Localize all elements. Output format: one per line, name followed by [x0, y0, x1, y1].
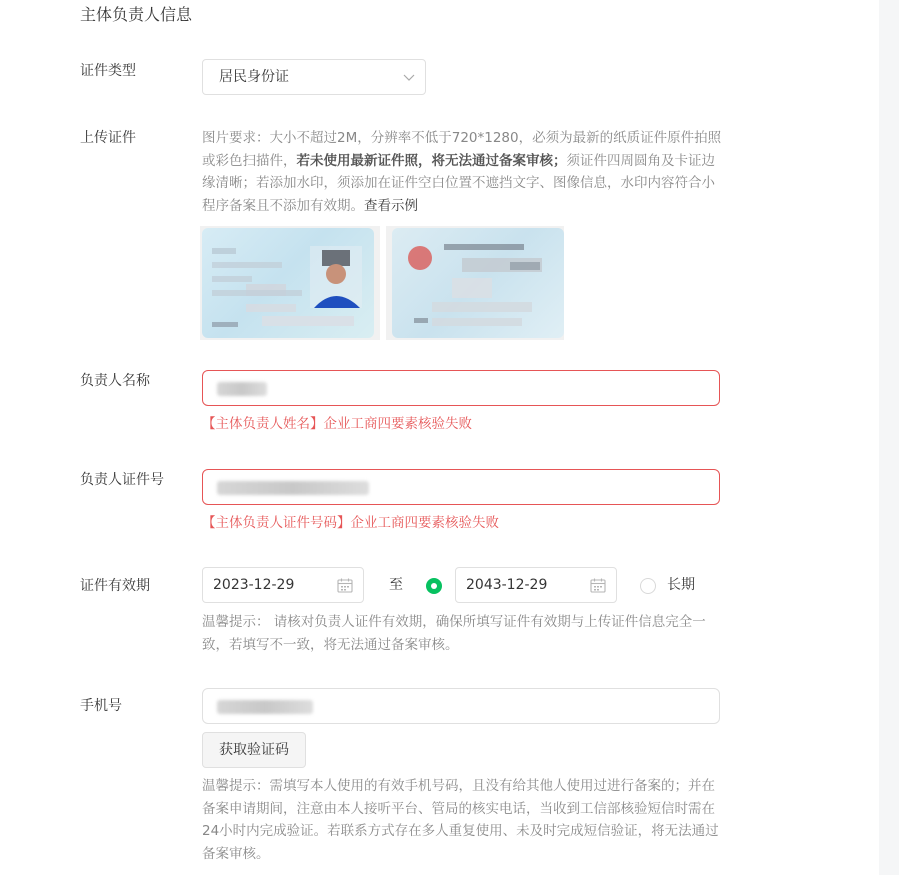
validity-hint: 温馨提示： 请核对负责人证件有效期，确保所填写证件有效期与上传证件信息完全一致，若填写不一致，将无法通过备案审核。	[202, 614, 706, 653]
upload-requirements	[202, 127, 722, 217]
end-date-value: 2043-12-29	[466, 577, 548, 593]
responsible-name-error: 【主体负责人姓名】企业工商四要素核验失败	[202, 416, 472, 432]
redacted-value	[217, 481, 369, 495]
responsible-name-input[interactable]	[202, 370, 720, 406]
start-date-picker[interactable]	[202, 567, 364, 603]
end-date-radio[interactable]	[426, 578, 442, 594]
id-card-back-image[interactable]	[392, 228, 564, 338]
upload-desc-part1: 图片要求：大小不超过2M，分辨率不低于720*1280，必须为最新的纸质证件原件拍照或彩色扫描件，	[202, 130, 722, 169]
upload-label: 上传证件	[80, 130, 136, 146]
date-range-separator: 至	[389, 577, 403, 593]
phone-hint: 温馨提示：需填写本人使用的有效手机号码，且没有给其他人使用过进行备案的；并在备案申请期间，注意由本人接听平台、管局的核实电话，当收到工信部核验短信时需在24小时内完成验证。若联系方式存在多人重复使用、未及时完成短信验证，将无法通过备案审核。	[202, 778, 719, 862]
redacted-value	[217, 700, 313, 714]
redacted-value	[217, 382, 267, 396]
id-type-label: 证件类型	[80, 63, 136, 79]
get-verification-code-button[interactable]: 获取验证码	[202, 732, 306, 768]
start-date-value: 2023-12-29	[213, 577, 295, 593]
id-type-select[interactable]	[202, 59, 426, 95]
section-title: 主体负责人信息	[80, 5, 193, 24]
view-example-link[interactable]: 查看示例	[364, 197, 418, 214]
id-card-front-image[interactable]	[202, 228, 374, 338]
responsible-id-label: 负责人证件号	[80, 472, 164, 488]
long-term-label: 长期	[667, 577, 695, 593]
upload-desc-warning: 若未使用最新证件照，将无法通过备案审核；	[296, 152, 567, 169]
upload-desc-part2: 须证件四周圆角及卡证边缘清晰；若添加水印，须添加在证件空白位置不遮挡文字、图像信息，水印内容符合小程序备案且不添加有效期。	[202, 152, 715, 214]
phone-input[interactable]	[202, 688, 720, 724]
responsible-id-input[interactable]	[202, 469, 720, 505]
id-card-front-art	[202, 228, 374, 338]
calendar-icon	[337, 578, 353, 593]
id-type-value: 居民身份证	[219, 69, 289, 85]
responsible-id-error: 【主体负责人证件号码】企业工商四要素核验失败	[202, 515, 499, 531]
long-term-radio[interactable]	[640, 578, 656, 594]
phone-label: 手机号	[80, 698, 122, 714]
page-right-gutter	[879, 0, 899, 875]
end-date-picker[interactable]	[455, 567, 617, 603]
calendar-icon	[590, 578, 606, 593]
responsible-name-label: 负责人名称	[80, 373, 150, 389]
id-card-back-art	[392, 228, 564, 338]
chevron-down-icon	[403, 72, 415, 82]
validity-label: 证件有效期	[80, 578, 150, 594]
